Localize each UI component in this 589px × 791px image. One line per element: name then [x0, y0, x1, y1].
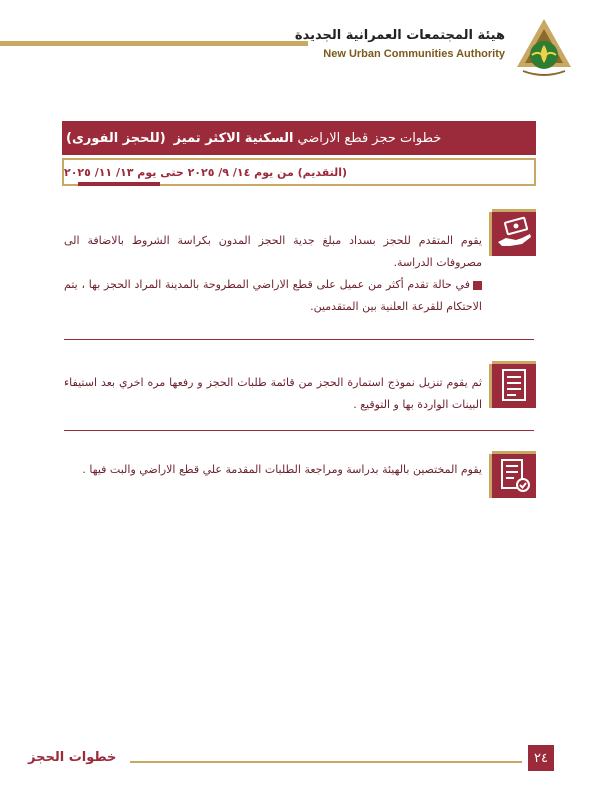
- step-1-icon-wrap: [489, 209, 536, 256]
- review-document-icon: [489, 454, 536, 498]
- footer-gold-line: [130, 761, 522, 763]
- form-document-icon: [489, 364, 536, 408]
- step-1-text: [64, 230, 482, 318]
- footer-section-title: خطوات الحجز: [28, 750, 117, 765]
- money-hand-icon: [489, 212, 536, 256]
- page-number: ٢٤: [528, 745, 554, 771]
- authority-name-arabic: هيئة المجتمعات العمرانية الجديدة: [294, 28, 505, 43]
- bullet-square-icon: [473, 281, 482, 290]
- application-period-text: (التقديم) من يوم ١٤/ ٩/ ٢٠٢٥ حتى يوم ١٣/ ١١/ ٢٠٢٥: [64, 165, 348, 179]
- step-divider-2: [64, 430, 534, 431]
- step-1-line-2: في حالة تقدم أكثر من عميل على قطع الاراضي المطروحة بالمدينة المراد الحجز بها ، يتم الاحتكام للقرعة العلنية بين المتقدمين.: [64, 278, 482, 313]
- authority-name-english: New Urban Communities Authority: [323, 48, 505, 60]
- banner-text-bold: السكنية الاكثر تميز: [173, 130, 294, 146]
- step-3-line-1: يقوم المختصين بالهيئة بدراسة ومراجعة الطلبات المقدمة علي قطع الاراضي والبت فيها .: [82, 463, 482, 476]
- step-3-icon-wrap: [489, 451, 536, 498]
- date-box-accent-bar: [78, 182, 160, 186]
- step-1-line-1: يقوم المتقدم للحجز بسداد مبلغ جدية الحجز المدون بكراسة الشروط بالاضافة الى مصروفات الدراسة.: [64, 234, 482, 269]
- step-2-text: [64, 372, 482, 416]
- banner-text-post: (للحجز الفورى): [66, 130, 166, 146]
- step-1-line-2-wrap: [64, 274, 482, 318]
- step-2-icon-wrap: [489, 361, 536, 408]
- step-2-line-1: ثم يقوم تنزيل نموذج استمارة الحجز من قائمة طلبات الحجز و رفعها مره اخري بعد استيفاء البينات الواردة بها و التوقيع .: [64, 376, 482, 411]
- step-3-text: [64, 459, 482, 481]
- step-divider-1: [64, 339, 534, 340]
- header-gold-line: [0, 41, 308, 46]
- banner-text-pre: خطوات حجز قطع الاراضي: [297, 130, 442, 146]
- page-title-banner: [62, 121, 536, 155]
- nuca-logo-icon: [513, 17, 575, 79]
